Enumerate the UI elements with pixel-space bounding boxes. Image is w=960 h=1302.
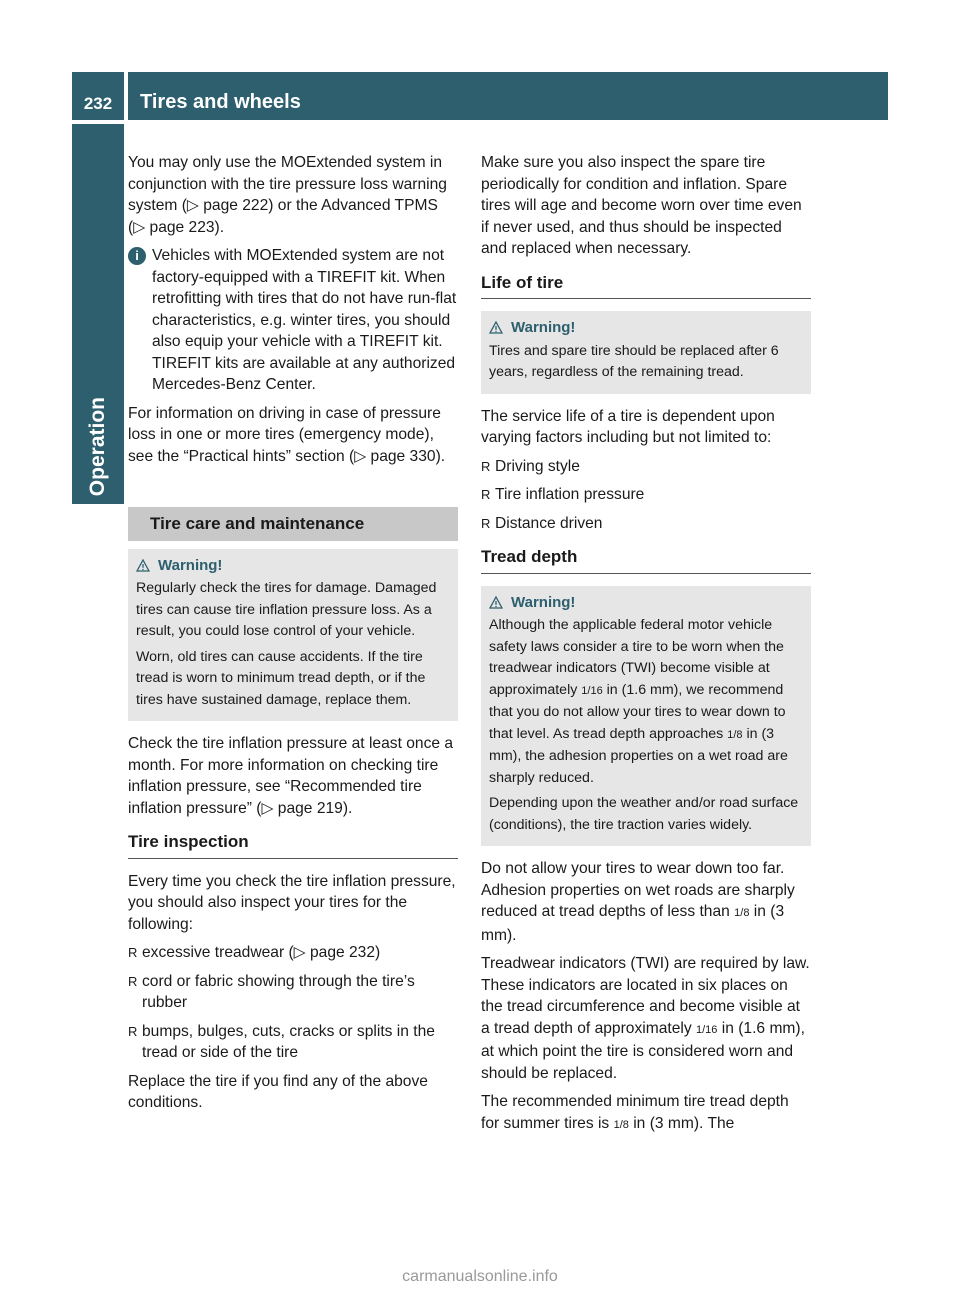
fraction-1-16: 1/16 (581, 684, 603, 697)
replace-paragraph: Replace the tire if you find any of the above conditions. (128, 1072, 428, 1111)
warning-text: Depending upon the weather and/or road surface (conditions), the tire traction varies widely. (489, 795, 799, 833)
warning-title: Warning! (511, 593, 576, 611)
list-item: R Distance driven (481, 513, 811, 535)
twi-paragraph (481, 953, 811, 1084)
fraction-1-8: 1/8 (734, 907, 750, 919)
warning-heading (489, 592, 803, 614)
warning-text: Regularly check the tires for damage. Damaged tires can cause tire inflation pressure loss. As a result, you could lose control of your vehicle. (136, 580, 437, 639)
life-heading: Life of tire (481, 272, 811, 300)
info-icon: i (128, 247, 146, 265)
warning-text: Tires and spare tire should be replaced after 6 years, regardless of the remaining tread. (489, 342, 779, 380)
warning-triangle-icon (489, 321, 503, 334)
warning-heading (489, 317, 803, 339)
check-paragraph: Check the tire inflation pressure at least once a month. For more information on checking tire inflation pressure, see “Recommended tire inflation pressure” (▷ page 219). (128, 735, 454, 817)
info-note (128, 245, 458, 396)
info-note-text: Vehicles with MOExtended system are not factory-equipped with a TIREFIT kit. When retrofitting with tires that do not have run-flat characteristics, e.g. winter tires, you should also equip your vehicle with a TIREFIT kit. TIREFIT kits are available at any authorized Mercedes-Benz Center. (152, 247, 457, 393)
list-item: R bumps, bulges, cuts, cracks or splits in the tread or side of the tire (128, 1021, 458, 1064)
page-number: 232 (72, 72, 124, 120)
side-tab-label-wrap (72, 124, 124, 504)
inspection-list (128, 942, 458, 1064)
warning-box-life (481, 311, 811, 394)
tread-heading: Tread depth (481, 546, 811, 574)
inspection-intro: Every time you check the tire inflation pressure, you should also inspect your tires for the following: (128, 872, 456, 933)
minimum-text-a: The recommended minimum tire tread depth for summer tires is (481, 1093, 789, 1132)
warning-box-tread (481, 586, 811, 847)
warning-heading (136, 555, 450, 577)
list-item: R excessive treadwear (▷ page 232) (128, 942, 458, 964)
list-item: R Tire inflation pressure (481, 484, 811, 506)
spare-paragraph: Make sure you also inspect the spare tire periodically for condition and inflation. Spare tires will age and become worn over time even if never used, and thus should be inspected and replaced when necessary. (481, 154, 802, 257)
page-title: Tires and wheels (128, 72, 888, 120)
wear-paragraph (481, 858, 811, 946)
fraction-1-8: 1/8 (727, 728, 743, 741)
warning-text-b: in (1.6 mm), we recommend that you do not allow your tires to wear down to that level. As tread depth approaches (489, 681, 786, 742)
fraction-1-16: 1/16 (696, 1023, 718, 1036)
minimum-text-b: in (3 mm). The (633, 1114, 735, 1132)
right-column (481, 152, 811, 1143)
twi-text-a: Treadwear indicators (TWI) are required by law. These indicators are located in six places on the tread circumference and become visible at a tread depth of approximately (481, 955, 810, 1037)
twi-text-b: in (1.6 mm), at which point the tire is considered worn and should be replaced. (481, 1019, 805, 1082)
warning-triangle-icon (489, 596, 503, 609)
intro-paragraph: You may only use the MOExtended system in conjunction with the tire pressure loss warning system (▷ page 222) or the Advanced TPMS (▷ page 223). (128, 154, 447, 236)
warning-text (489, 615, 803, 789)
fraction-1-8: 1/8 (613, 1118, 629, 1131)
warning-text: Worn, old tires can cause accidents. If the tire tread is worn to minimum tread depth, or if the tires have sustained damage, replace them. (136, 648, 426, 708)
inspection-heading: Tire inspection (128, 831, 458, 859)
practical-paragraph: For information on driving in case of pressure loss in one or more tires (emergency mode), see the “Practical hints” section (▷ page 330). (128, 404, 446, 465)
warning-title: Warning! (511, 319, 576, 336)
side-tab-label: Operation (86, 396, 109, 496)
wear-text-a: Do not allow your tires to wear down too far. Adhesion properties on wet roads are sharply reduced at tread depths of less than (481, 860, 795, 920)
minimum-paragraph (481, 1091, 811, 1136)
wear-text-b: in (3 mm). (481, 903, 785, 944)
factor-list (481, 456, 811, 535)
watermark: carmanualsonline.info (402, 1268, 558, 1285)
warning-title: Warning! (158, 556, 223, 574)
warning-triangle-icon (136, 559, 150, 572)
warning-text-a: Although the applicable federal motor vehicle safety laws consider a tire to be worn when the treadwear indicators (TWI) become visible at approximately (489, 617, 784, 698)
section-heading: Tire care and maintenance (128, 507, 458, 541)
left-column (128, 152, 458, 1121)
warning-box-damage (128, 549, 458, 722)
list-item: R Driving style (481, 456, 811, 478)
list-item: R cord or fabric showing through the tire’s rubber (128, 971, 458, 1014)
service-paragraph: The service life of a tire is dependent upon varying factors including but not limited to: (481, 407, 775, 446)
warning-text-c: in (3 mm), the adhesion properties on a wet road are sharply reduced. (489, 725, 788, 786)
